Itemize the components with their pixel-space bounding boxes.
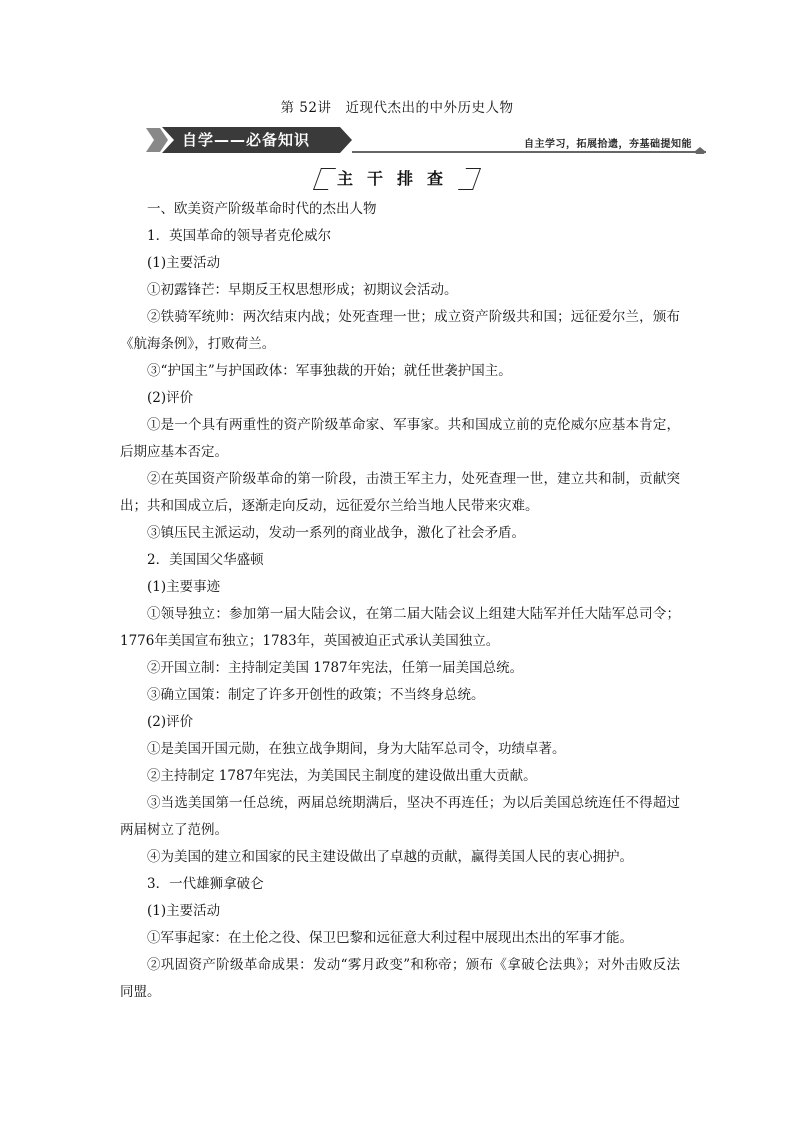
paragraph: ②在英国资产阶级革命的第一阶段，击溃王军主力，处死查理一世，建立共和制，贡献突出；共和国成立后，逐渐走向反动，远征爱尔兰给当地人民带来灾难。	[120, 471, 680, 514]
paragraph: ③“护国主”与护国政体：军事独裁的开始；就任世袭护国主。	[147, 363, 512, 379]
paragraph: ①初露锋芒：早期反王权思想形成；初期议会活动。	[147, 282, 458, 298]
banner-subtitle: 自主学习，拓展拾遗，夯基础提知能	[524, 139, 692, 150]
banner-label: 自学——必备知识	[182, 131, 311, 149]
subheading: (1)主要事迹	[147, 579, 221, 595]
paragraph: ③确立国策：制定了许多开创性的政策；不当终身总统。	[147, 687, 485, 703]
section-title-label: 主干排查	[317, 166, 477, 192]
paragraph: ②铁骑军统帅：两次结束内战；处死查理一世；成立资产阶级共和国；远征爱尔兰，颁布《航海条例》，打败荷兰。	[120, 309, 680, 352]
heading-level-2: 1．英国革命的领导者克伦威尔	[147, 228, 332, 244]
paragraph: ①领导独立：参加第一届大陆会议，在第二届大陆会议上组建大陆军并任大陆军总司令；1776年美国宣布独立；1783年，英国被迫正式承认美国独立。	[120, 606, 680, 649]
paragraph: ③当选美国第一任总统，两届总统期满后，坚决不再连任；为以后美国总统连任不得超过两届树立了范例。	[120, 795, 680, 838]
document-body	[120, 196, 680, 1006]
heading-level-2: 3．一代雄狮拿破仑	[147, 876, 264, 892]
self-study-banner	[140, 126, 712, 154]
paragraph: ③镇压民主派运动，发动一系列的商业战争，激化了社会矛盾。	[147, 525, 525, 541]
paragraph: ②开国立制：主持制定美国 1787年宪法，任第一届美国总统。	[147, 660, 524, 676]
heading-level-1: 一、欧美资产阶级革命时代的杰出人物	[147, 201, 377, 217]
subheading: (2)评价	[147, 390, 194, 406]
section-title	[0, 166, 794, 192]
subheading: (1)主要活动	[147, 255, 221, 271]
paragraph: ④为美国的建立和国家的民主建设做出了卓越的贡献，赢得美国人民的衷心拥护。	[147, 849, 633, 865]
subheading: (1)主要活动	[147, 903, 221, 919]
heading-level-2: 2．美国国父华盛顿	[147, 552, 264, 568]
lecture-title: 第 52讲 近现代杰出的中外历史人物	[280, 100, 514, 116]
paragraph: ①是美国开国元勋，在独立战争期间，身为大陆军总司令，功绩卓著。	[147, 741, 566, 757]
subheading: (2)评价	[147, 714, 194, 730]
paragraph: ①军事起家：在土伦之役、保卫巴黎和远征意大利过程中展现出杰出的军事才能。	[147, 930, 633, 946]
paragraph: ②主持制定 1787年宪法，为美国民主制度的建设做出重大贡献。	[147, 768, 537, 784]
paragraph: ②巩固资产阶级革命成果：发动“雾月政变”和称帝；颁布《拿破仑法典》；对外击败反法同盟。	[120, 957, 680, 1000]
paragraph: ①是一个具有两重性的资产阶级革命家、军事家。共和国成立前的克伦威尔应基本肯定，后期应基本否定。	[120, 417, 680, 460]
